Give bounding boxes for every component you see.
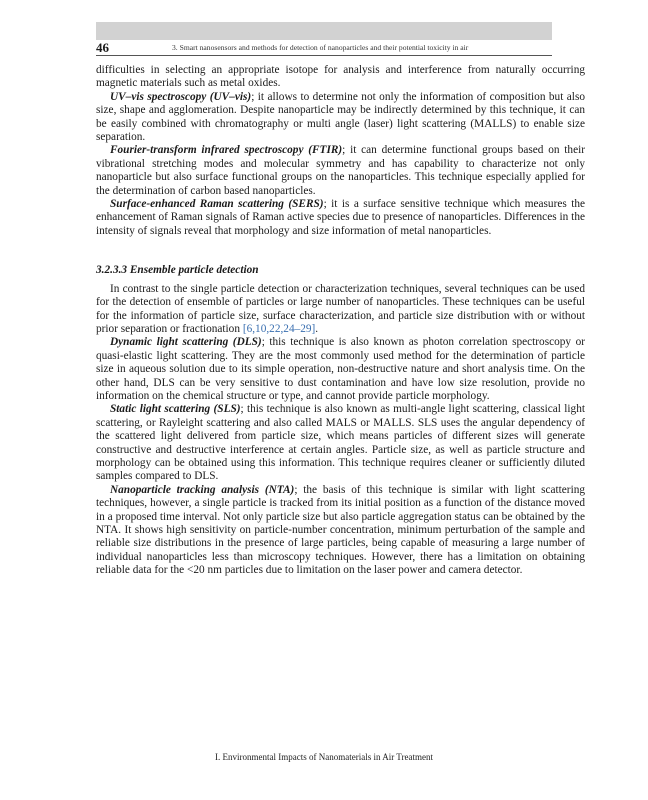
term-nta: Nanoparticle tracking analysis (NTA) xyxy=(110,483,295,496)
term-sers: Surface-enhanced Raman scattering (SERS) xyxy=(110,198,324,211)
citation-link[interactable]: [6,10,22,24–29] xyxy=(242,322,316,335)
text-intro-end: . xyxy=(315,322,319,335)
section-heading: 3.2.3.3 Ensemble particle detection xyxy=(96,264,259,277)
text-nta: ; the basis of this technique is similar with light scattering techniques, however, a single particle is tracked from its initial position as a function of the distance moved in a proposed time interval. Not only particle size but also particle aggregation status can be obtained by the NTA. It shows high sensitivity on particle-number concentration, minimum perturbation of the sample and reliable size distributions in the presence of large particles, being capable of measuring a large number of individual nanoparticles less than microscopy techniques. However, there has a limitation on obtaining reliable data for the <20 nm particles due to limitation on the laser power and camera detector. xyxy=(96,483,586,577)
term-dls: Dynamic light scattering (DLS) xyxy=(110,336,262,349)
paragraph-sers xyxy=(96,198,585,238)
text-ensemble-intro: In contrast to the single particle detection or characterization techniques, several techniques can be used for the detection of ensemble of particles or large number of nanoparticles. These techniques can be useful for the information of particle size, surface characterization, and particle size distribution with or without prior separation or fractionation xyxy=(96,282,585,335)
page-header xyxy=(96,40,552,55)
paragraph-uv-vis xyxy=(96,91,585,145)
header-bar xyxy=(96,22,552,40)
text-ftir: ; it can determine functional groups based on their vibrational stretching modes and molecular symmetry and has capability to characterize not only nanoparticle but also surface functional groups on the nanoparticles. This technique especially applied for the determination of carbon based nanoparticles. xyxy=(96,144,585,197)
paragraph-ftir xyxy=(96,144,585,198)
term-uv-vis: UV–vis spectroscopy (UV–vis) xyxy=(110,90,252,103)
text-sers: ; it is a surface sensitive technique which measures the enhancement of Raman signals of Raman active species due to presence of nanoparticles. Differences in the intensity of signals reveal that morphology and size information of metal nanoparticles. xyxy=(96,198,585,237)
running-head: 3. Smart nanosensors and methods for detection of nanoparticles and their potential toxicity in air xyxy=(172,43,469,52)
paragraph-ensemble-intro xyxy=(96,283,585,337)
paragraph-continuation: difficulties in selecting an appropriate isotope for analysis and interference from naturally occurring magnetic materials such as metal oxides. xyxy=(96,64,585,90)
paragraph-sls xyxy=(96,403,585,483)
term-sls: Static light scattering (SLS) xyxy=(110,403,241,416)
paragraph-dls xyxy=(96,336,585,403)
text-dls: ; this technique is also known as photon correlation spectroscopy or quasi-elastic light scattering. They are the most commonly used method for the determination of particle size in aqueous solution due to its simple operation, non-destructive nature and short analysis time. On the other hand, DLS can be very sensitive to dust contamination and have low size resolution, provide no information on the chemical structure or type, and cannot provide particle morphology. xyxy=(96,336,585,402)
page-number: 46 xyxy=(96,40,109,55)
page-body xyxy=(96,64,585,578)
header-rule xyxy=(96,55,552,56)
text-sls: ; this technique is also known as multi-angle light scattering, classical light scattering, or Rayleight scattering and also called MALS or MALLS. SLS uses the angular dependency of the scattered light delivered from particle size, which means particles of different sizes will generate constructive and destructive interference at certain angles. Particle size, as well as particle structure and morphology can be obtained using this information. This technique requires cleaner or sufficiently diluted samples compared to DLS. xyxy=(96,403,585,483)
text-uv-vis: ; it allows to determine not only the information of composition but also size, shape and agglomeration. Despite nanoparticle may be indirectly determined by this technique, it can be easily combined with chromatography or multi angle (laser) light scattering (MALLS) to enable size separation. xyxy=(96,90,585,144)
page-footer: I. Environmental Impacts of Nanomaterials in Air Treatment xyxy=(215,752,433,762)
paragraph-nta xyxy=(96,484,585,578)
term-ftir: Fourier-transform infrared spectroscopy (FTIR) xyxy=(110,144,343,157)
